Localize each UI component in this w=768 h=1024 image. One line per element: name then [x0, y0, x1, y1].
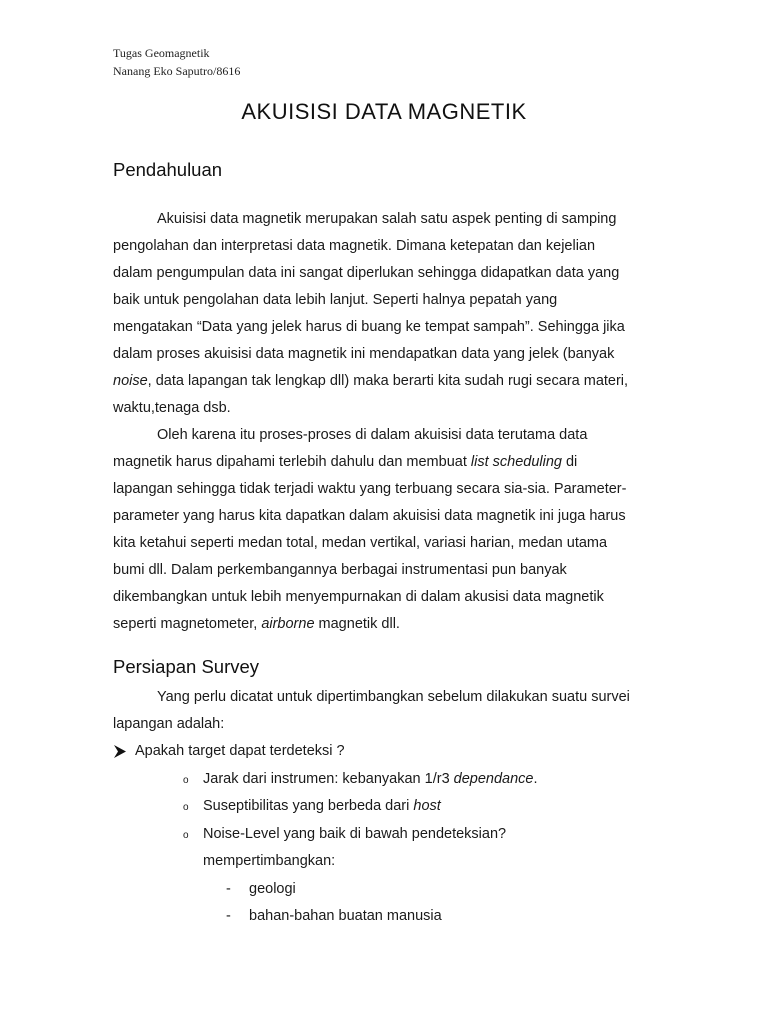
header-course: Tugas Geomagnetik: [113, 46, 210, 60]
italic-term: host: [413, 798, 441, 814]
italic-term: list scheduling: [470, 454, 562, 470]
text-line: baik untuk pengolahan data lebih lanjut. Seperti halnya pepatah yang: [113, 292, 558, 308]
text-line: dalam pengumpulan data ini sangat diperlukan sehingga didapatkan data yang: [113, 265, 620, 281]
text-line: lapangan adalah:: [113, 716, 225, 732]
list-dash-text: bahan-bahan buatan manusia: [249, 908, 442, 924]
list-subitem: [113, 793, 658, 821]
heading-persiapan-survey: Persiapan Survey: [113, 656, 260, 677]
list-dash-item: [113, 876, 658, 904]
circle-bullet: o: [183, 774, 189, 786]
text-line: Oleh karena itu proses-proses di dalam akuisisi data terutama data: [157, 427, 588, 443]
list-subitem-text: Noise-Level yang baik di bawah pendeteksian?: [203, 825, 507, 842]
list-subitem-text: [203, 766, 538, 794]
dash-bullet: -: [226, 880, 231, 897]
italic-term: airborne: [261, 616, 315, 632]
circle-bullet: o: [183, 829, 189, 841]
text-run: seperti magnetometer,: [113, 616, 262, 632]
arrow-bullet-icon: [113, 745, 127, 758]
text-line: Akuisisi data magnetik merupakan salah satu aspek penting di samping: [157, 211, 617, 227]
text-line: parameter yang harus kita dapatkan dalam akuisisi data magnetik ini juga harus: [113, 508, 626, 524]
text-line: dalam proses akuisisi data magnetik ini mendapatkan data yang jelek (banyak: [113, 346, 615, 362]
text-line: [113, 368, 658, 395]
text-line: pengolahan dan interpretasi data magnetik. Dimana ketepatan dan kejelian: [113, 238, 596, 254]
list-dash-text: geologi: [249, 880, 296, 897]
text-line: kita ketahui seperti medan total, medan vertikal, variasi harian, medan utama: [113, 535, 608, 551]
text-run: magnetik dll.: [314, 616, 400, 632]
list-item-text: Apakah target dapat terdeteksi ?: [135, 743, 345, 759]
text-line: dikembangkan untuk lebih menyempurnakan di dalam akusisi data magnetik: [113, 589, 604, 605]
document-header: [113, 44, 240, 80]
intro-paragraph-2: [113, 422, 658, 638]
list-subitem-continuation: [113, 848, 658, 876]
text-line: Yang perlu dicatat untuk dipertimbangkan sebelum dilakukan suatu survei: [157, 689, 630, 705]
text-run: magnetik harus dipahami terlebih dahulu dan membuat: [113, 454, 471, 470]
text-run: .: [533, 770, 538, 787]
list-subitem-text: [203, 793, 441, 821]
text-line: lapangan sehingga tidak terjadi waktu yang terbuang secara sia-sia. Parameter-: [113, 481, 627, 497]
intro-paragraph-1: [113, 206, 658, 422]
italic-term: noise: [113, 373, 148, 389]
text-line: [113, 449, 658, 476]
list-subitem: [113, 821, 658, 849]
heading-pendahuluan: Pendahuluan: [113, 159, 223, 180]
text-line: mengatakan “Data yang jelek harus di buang ke tempat sampah”. Sehingga jika: [113, 319, 625, 335]
header-author: Nanang Eko Saputro/8616: [113, 64, 241, 78]
text-line: bumi dll. Dalam perkembangannya berbagai instrumentasi pun banyak: [113, 562, 567, 578]
italic-term: dependance: [453, 770, 534, 787]
list-subitem: [113, 766, 658, 794]
list-item: [113, 738, 658, 766]
survey-paragraph: [113, 684, 658, 738]
list-dash-item: [113, 903, 658, 931]
dash-bullet: -: [226, 908, 231, 924]
list-subitem-text: mempertimbangkan:: [203, 853, 336, 869]
text-line: [113, 611, 658, 638]
text-line: waktu,tenaga dsb.: [113, 400, 231, 416]
circle-bullet: o: [183, 802, 189, 813]
text-run: di: [561, 454, 578, 470]
text-run: Suseptibilitas yang berbeda dari: [203, 798, 414, 814]
text-run: Jarak dari instrumen: kebanyakan 1/r3: [203, 770, 454, 787]
document-title: AKUISISI DATA MAGNETIK: [241, 99, 527, 124]
survey-checklist: [113, 738, 658, 931]
text-run: , data lapangan tak lengkap dll) maka berarti kita sudah rugi secara materi,: [147, 373, 629, 389]
